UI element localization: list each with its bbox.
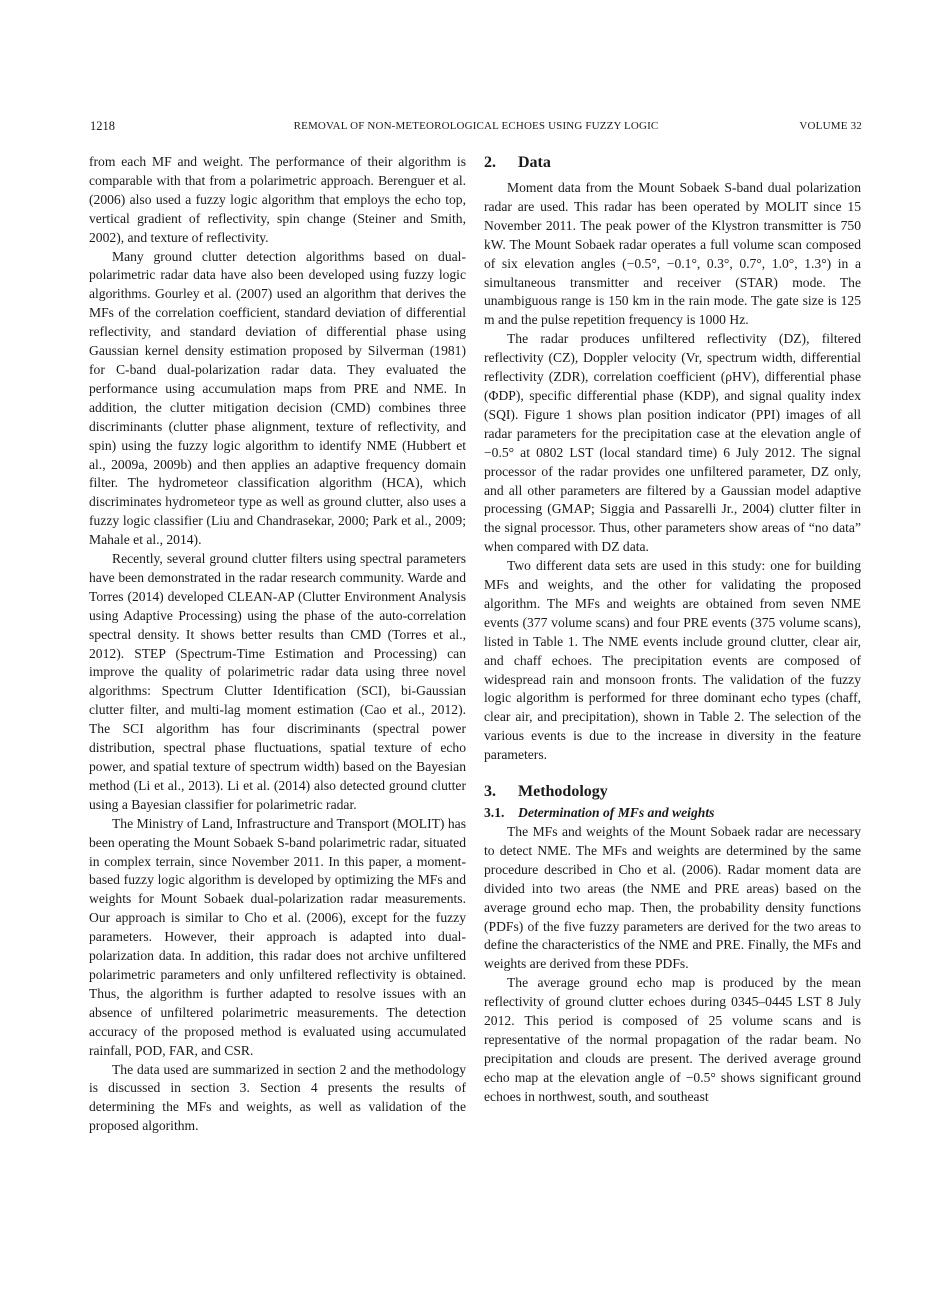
paragraph: The data used are summarized in section 2 and the methodology is discussed in section 3. Section 4 presents the results of determining the MFs and weights, as well as validation of the proposed algorithm. <box>89 1061 466 1134</box>
paragraph: Moment data from the Mount Sobaek S-band dual polarization radar are used. This radar has been operated by MOLIT since 15 November 2011. The peak power of the Klystron transmitter is 750 kW. The Mount Sobaek radar operates a full volume scan composed of six elevation angles (−0.5°, −0.1°, 0.3°, 0.7°, 1.0°, 1.3°) in a simultaneous transmitter and receiver (STAR) mode. The unambiguous range is 150 km in the rain mode. The gate size is 125 m and the pulse repetition frequency is 1000 Hz. <box>484 180 861 328</box>
subsection-heading <box>484 804 861 823</box>
running-title: REMOVAL OF NON-METEOROLOGICAL ECHOES USING FUZZY LOGIC <box>293 120 659 132</box>
paragraph: Two different data sets are used in this study: one for building MFs and weights, and the other for validating the proposed algorithm. The MFs and weights are obtained from seven NME events (377 volume scans) and four PRE events (375 volume scans), listed in Table 1. The NME events include ground clutter, clear air, and chaff echoes. The precipitation events are composed of widespread rain and monsoon fronts. The validation of the fuzzy logic algorithm is performed for three dominant echo types (chaff, clear air, and precipitation), shown in Table 2. The selection of the various events is due to the increase in diversity in the feature parameters. <box>484 558 861 763</box>
paragraph: Many ground clutter detection algorithms based on dual-polarimetric radar data have also been developed using fuzzy logic algorithms. Gourley et al. (2007) used an algorithm that derives the MFs of the correlation coefficient, standard deviation of differential reflectivity, and standard deviation of differential phase using Gaussian kernel density estimation proposed by Silverman (1981) for C-band dual-polarization radar data. They evaluated the performance using accumulation maps from PRE and NME. In addition, the clutter mitigation decision (CMD) combines three discriminants (clutter phase alignment, texture of reflectivity, and spin) using the fuzzy logic algorithm to identify NME (Hubbert et al., 2009a, 2009b) and then applies an adaptive frequency domain filter. The hydrometeor classification algorithm (HCA), which discriminates hydrometeor type as well as ground clutter, also uses a fuzzy logic classifier (Liu and Chandrasekar, 2000; Park et al., 2009; Mahale et al., 2014). <box>89 248 466 548</box>
section-number: 3. <box>484 783 496 801</box>
subsection-number: 3.1. <box>484 805 505 821</box>
right-column <box>484 153 861 1107</box>
section-title: Data <box>518 154 551 171</box>
subsection-title: Determination of MFs and weights <box>518 805 715 821</box>
section-title: Methodology <box>518 783 608 801</box>
section-heading-data <box>484 153 861 173</box>
paragraph: Recently, several ground clutter filters using spectral parameters have been demonstrated in the radar research community. Warde and Torres (2014) developed CLEAN-AP (Clutter Environment Analysis using Adaptive Processing) using the phase of the auto-correlation spectral density. It shows better results than CMD (Torres et al., 2012). STEP (Spectrum-Time Estimation and Processing) can improve the quality of polarimetric radar data using three novel algorithms: Spectrum Clutter Identification (SCI), bi-Gaussian clutter filter, and multi-lag moment estimation (Cao et al., 2012). The SCI algorithm has four discriminants (spectral power distribution, spectral phase fluctuations, spatial texture of echo power, and spatial texture of spectrum width) based on the Bayesian method (Li et al., 2013). Li et al. (2014) also detected ground clutter using a Bayesian classifier for polarimetric radar. <box>89 551 466 812</box>
paragraph: The radar produces unfiltered reflectivity (DZ), filtered reflectivity (CZ), Doppler velocity (Vr, spectrum width, differential reflectivity (ZDR), correlation coefficient (ρHV), differential phase (ΦDP), specific differential phase (KDP), and signal quality index (SQI). Figure 1 shows plan position indicator (PPI) images of all radar parameters for the precipitation case at the elevation angle of −0.5° at 0802 LST (local standard time) 6 July 2012. The signal processor of the radar provides one unfiltered parameter, DZ only, and all other parameters are filtered by a Gaussian model adaptive processing (GMAP; Siggia and Passarelli Jr., 2004) clutter filter in the signal processor. Thus, other parameters show areas of “no data” when compared with DZ data. <box>484 331 861 555</box>
page-number: 1218 <box>90 119 115 133</box>
paragraph: The average ground echo map is produced by the mean reflectivity of ground clutter echoes during 0345–0445 LST 8 July 2012. This period is composed of 25 volume scans and is representative of the normal propagation of the radar beam. No precipitation and clouds are present. The derived average ground echo map at the elevation angle of −0.5° shows significant ground echoes in northwest, south, and southeast <box>484 975 861 1104</box>
running-header <box>90 117 862 135</box>
section-heading-methodology <box>484 782 861 802</box>
volume-label: VOLUME 32 <box>799 120 862 132</box>
paragraph: from each MF and weight. The performance of their algorithm is comparable with that from a polarimetric approach. Berenguer et al. (2006) also used a fuzzy logic algorithm that employs the echo top, vertical gradient of reflectivity, spin change (Steiner and Smith, 2002), and texture of reflectivity. <box>89 154 466 245</box>
left-column <box>89 153 466 1136</box>
section-number: 2. <box>484 154 496 171</box>
paragraph: The Ministry of Land, Infrastructure and Transport (MOLIT) has been operating the Mount Sobaek S-band polarimetric radar, situated in complex terrain, since November 2011. In this paper, a moment-based fuzzy logic algorithm is developed by optimizing the MFs and weights for Mount Sobaek dual-polarization radar measurements. Our approach is similar to Cho et al. (2006), except for the fuzzy parameters. However, their approach is adapted into dual-polarization data. In addition, this radar does not archive unfiltered polarimetric parameters and only unfiltered reflectivity is obtained. Thus, the algorithm is further adapted to resolve issues with an absence of unfiltered polarimetric measurements. The detection accuracy of the proposed method is evaluated using accumulated rainfall, POD, FAR, and CSR. <box>89 815 466 1058</box>
paragraph: The MFs and weights of the Mount Sobaek radar are necessary to detect NME. The MFs and weights are determined by the same procedure described in Cho et al. (2006). Radar moment data are divided into two areas (the NME and PRE areas) based on the average ground echo map. Then, the probability density functions (PDFs) of the five fuzzy parameters are derived for the two areas to define the characteristics of the NME and PRE. Finally, the MFs and weights are derived from these PDFs. <box>484 824 861 972</box>
